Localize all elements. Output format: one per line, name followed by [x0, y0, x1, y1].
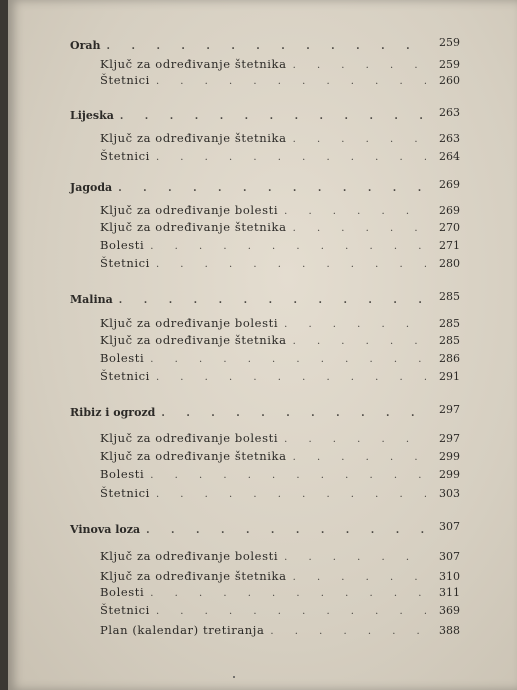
toc-entry-label: Štetnici — [100, 149, 150, 163]
dot-leader — [287, 221, 426, 237]
toc-entry-label: Bolesti — [100, 467, 145, 481]
dot-leader — [150, 150, 426, 166]
toc-entry-label: Ključ za određivanje bolesti — [100, 431, 279, 445]
dot-leader — [144, 586, 426, 602]
toc-heading-title: Orah — [70, 39, 101, 52]
dot-leader — [150, 74, 426, 90]
page-number: 260 — [439, 74, 460, 87]
dot-leader — [287, 132, 426, 148]
toc-entry — [100, 148, 460, 164]
page-number: 310 — [439, 570, 460, 583]
dot-leader — [278, 432, 426, 448]
toc-entry — [100, 219, 460, 235]
page-number: 263 — [439, 132, 460, 145]
toc-heading-title: Ribiz i ogrozd — [70, 406, 156, 419]
page-number: 269 — [439, 204, 460, 217]
toc-heading — [70, 180, 460, 196]
page-number: 285 — [439, 317, 460, 330]
toc-entry-label: Ključ za određivanje štetnika — [100, 131, 287, 145]
page-number: 311 — [439, 586, 460, 599]
toc-entry-label: Bolesti — [100, 238, 145, 252]
toc-entry — [100, 485, 460, 501]
dot-leader — [113, 293, 426, 309]
toc-entry — [100, 315, 460, 331]
toc-entry-label: Štetnici — [100, 486, 150, 500]
page-number: 270 — [439, 221, 460, 234]
page-speck — [233, 676, 235, 678]
toc-entry — [100, 255, 460, 271]
toc-heading — [70, 38, 460, 54]
toc-entry-label: Bolesti — [100, 351, 145, 365]
dot-leader — [144, 352, 426, 368]
toc-heading — [70, 292, 460, 308]
page-number: 299 — [439, 450, 460, 463]
toc-entry-label: Ključ za određivanje štetnika — [100, 220, 287, 234]
dot-leader — [144, 239, 426, 255]
page-number: 259 — [439, 36, 460, 49]
toc-entry — [100, 584, 460, 600]
toc-heading — [70, 108, 460, 124]
page-number: 369 — [439, 604, 460, 617]
dot-leader — [140, 523, 426, 539]
dot-leader — [150, 487, 426, 503]
book-page — [8, 0, 517, 690]
toc-entry-label: Štetnici — [100, 256, 150, 270]
dot-leader — [278, 550, 426, 566]
toc-entry — [100, 430, 460, 446]
page-number: 264 — [439, 150, 460, 163]
toc-entry — [100, 130, 460, 146]
toc-entry — [100, 448, 460, 464]
toc-entry — [100, 72, 460, 88]
toc-heading-title: Lijeska — [70, 109, 114, 122]
page-number: 299 — [439, 468, 460, 481]
toc-entry — [100, 350, 460, 366]
toc-entry — [100, 202, 460, 218]
page-number: 388 — [439, 624, 460, 637]
toc-entry — [100, 622, 460, 638]
page-number: 285 — [439, 290, 460, 303]
page-number: 286 — [439, 352, 460, 365]
toc-entry-label: Ključ za određivanje bolesti — [100, 549, 279, 563]
page-number: 307 — [439, 520, 460, 533]
dot-leader — [150, 370, 426, 386]
toc-entry-label: Ključ za određivanje štetnika — [100, 449, 287, 463]
dot-leader — [114, 109, 426, 125]
dot-leader — [155, 406, 426, 422]
table-of-contents — [8, 0, 517, 690]
dot-leader — [101, 39, 426, 55]
toc-entry — [100, 368, 460, 384]
dot-leader — [150, 604, 426, 620]
toc-entry-label: Ključ za određivanje bolesti — [100, 316, 279, 330]
page-number: 303 — [439, 487, 460, 500]
toc-entry — [100, 237, 460, 253]
dot-leader — [287, 450, 426, 466]
page-number: 269 — [439, 178, 460, 191]
toc-heading-title: Vinova loza — [70, 523, 141, 536]
toc-entry-label: Štetnici — [100, 369, 150, 383]
toc-entry — [100, 602, 460, 618]
page-number: 280 — [439, 257, 460, 270]
toc-entry-label: Plan (kalendar) tretiranja — [100, 623, 265, 637]
page-number: 271 — [439, 239, 460, 252]
page-number: 263 — [439, 106, 460, 119]
toc-heading-title: Jagoda — [70, 181, 113, 194]
dot-leader — [264, 624, 426, 640]
dot-leader — [278, 204, 426, 220]
dot-leader — [278, 317, 426, 333]
toc-entry-label: Ključ za određivanje štetnika — [100, 333, 287, 347]
toc-heading — [70, 405, 460, 421]
page-number: 297 — [439, 432, 460, 445]
dot-leader — [112, 181, 426, 197]
dot-leader — [150, 257, 426, 273]
toc-entry — [100, 466, 460, 482]
toc-heading — [70, 522, 460, 538]
page-number: 259 — [439, 58, 460, 71]
page-number: 285 — [439, 334, 460, 347]
toc-entry-label: Ključ za određivanje bolesti — [100, 203, 279, 217]
toc-entry — [100, 56, 460, 72]
toc-entry-label: Štetnici — [100, 603, 150, 617]
toc-entry — [100, 332, 460, 348]
page-number: 307 — [439, 550, 460, 563]
toc-entry-label: Bolesti — [100, 585, 145, 599]
toc-entry-label: Ključ za određivanje štetnika — [100, 569, 287, 583]
toc-heading-title: Malina — [70, 293, 113, 306]
toc-entry — [100, 548, 460, 564]
dot-leader — [144, 468, 426, 484]
toc-entry — [100, 568, 460, 584]
page-number: 297 — [439, 403, 460, 416]
toc-entry-label: Štetnici — [100, 73, 150, 87]
dot-leader — [287, 334, 426, 350]
page-number: 291 — [439, 370, 460, 383]
toc-entry-label: Ključ za određivanje štetnika — [100, 57, 287, 71]
